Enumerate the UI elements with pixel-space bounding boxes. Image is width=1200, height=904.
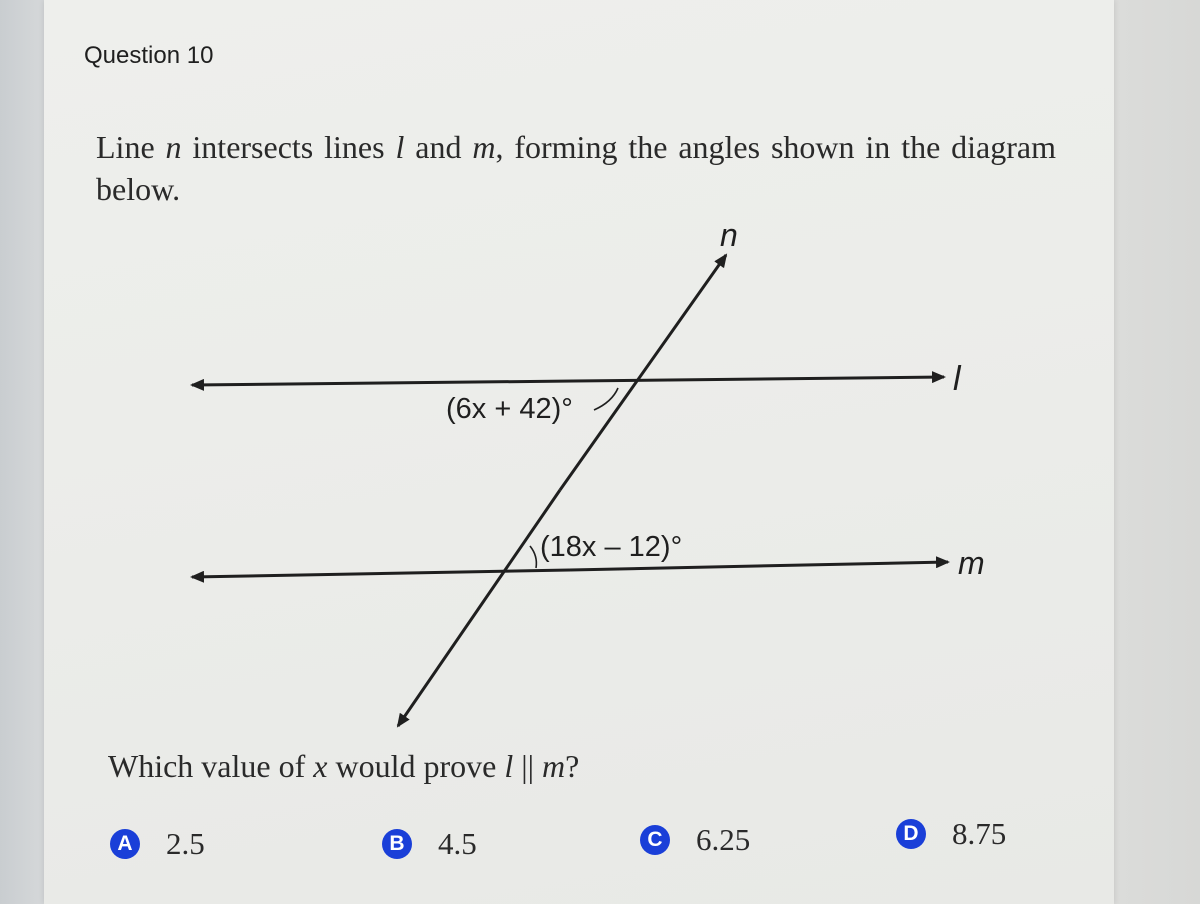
choice-c-value[interactable]: 6.25 [696, 822, 751, 857]
prompt-var-n: n [165, 129, 182, 165]
prompt-var-m: m [472, 129, 496, 165]
line-m-label: m [958, 545, 985, 581]
ask-var-l: l [504, 748, 514, 784]
line-n [560, 255, 726, 490]
angle-bottom-label: (18x – 12)° [540, 531, 683, 563]
prompt-text: Line [96, 129, 166, 165]
choice-a-value[interactable]: 2.5 [166, 826, 205, 861]
line-l-label: l [953, 360, 961, 398]
prompt-var-l: l [395, 129, 405, 165]
choice-b[interactable] [382, 826, 477, 862]
choice-a-badge[interactable]: A [110, 829, 140, 859]
choice-c[interactable] [640, 822, 750, 858]
ask-text: Which value of [108, 748, 314, 784]
choice-b-badge[interactable]: B [382, 829, 412, 859]
line-m [570, 562, 948, 570]
question-ask [108, 748, 579, 785]
angle-arc-top [594, 388, 618, 410]
choice-d[interactable] [896, 816, 1006, 852]
choice-a[interactable] [110, 826, 205, 862]
choice-d-badge[interactable]: D [896, 819, 926, 849]
line-m [192, 570, 570, 577]
ask-var-m: m [542, 748, 566, 784]
ask-text: || [513, 748, 543, 784]
ask-text: would prove [327, 748, 505, 784]
choice-b-value[interactable]: 4.5 [438, 826, 477, 861]
choice-d-value[interactable]: 8.75 [952, 816, 1007, 851]
choice-c-badge[interactable]: C [640, 825, 670, 855]
line-n-label: n [720, 217, 738, 253]
question-number: Question 10 [84, 42, 214, 69]
ask-text: ? [565, 748, 580, 784]
angle-arc-bottom [530, 546, 536, 568]
ask-var-x: x [313, 748, 328, 784]
prompt-text: , forming the angles shown in the diagram below. [96, 129, 1057, 207]
angle-top-label: (6x + 42)° [446, 393, 573, 425]
prompt-text: intersects lines [181, 129, 396, 165]
line-l [574, 377, 944, 381]
prompt-text: and [404, 129, 473, 165]
line-l [192, 381, 574, 385]
line-n [398, 490, 560, 726]
